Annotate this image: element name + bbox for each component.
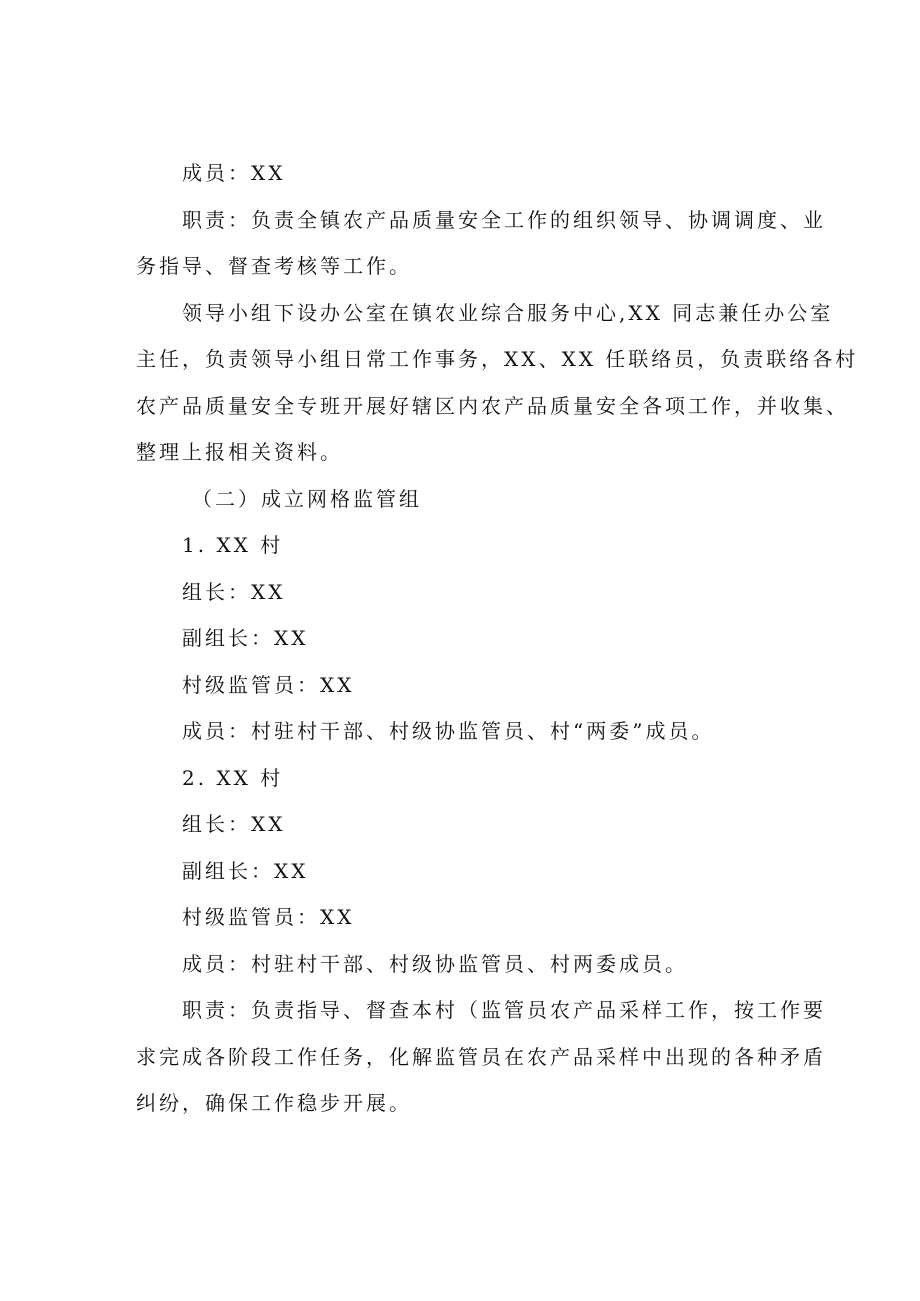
paragraph-office-line-1: 领导小组下设办公室在镇农业综合服务中心,XX 同志兼任办公室 — [182, 300, 834, 325]
village-1-heading: 1. XX 村 — [182, 533, 284, 557]
village-1-deputy-leader: 副组长：XX — [182, 626, 309, 650]
paragraph-office-line-3: 农产品质量安全专班开展好辖区内农产品质量安全各项工作，并收集、 — [136, 393, 849, 418]
village-1-members: 成员：村驻村干部、村级协监管员、村“两委”成员。 — [182, 719, 715, 743]
paragraph-village-duties-line-2: 求完成各阶段工作任务，化解监管员在农产品采样中出现的各种矛盾 — [136, 1044, 826, 1069]
village-1-supervisor: 村级监管员：XX — [182, 672, 355, 697]
village-2-deputy-leader: 副组长：XX — [182, 858, 309, 883]
document-body — [136, 150, 859, 1127]
section-heading-grid-group: （二）成立网格监管组 — [192, 486, 422, 511]
village-2-heading: 2. XX 村 — [182, 765, 284, 790]
paragraph-members: 成员：XX — [182, 161, 286, 185]
village-2-supervisor: 村级监管员：XX — [182, 905, 355, 929]
paragraph-office-line-4: 整理上报相关资料。 — [136, 440, 343, 464]
paragraph-office-line-2: 主任，负责领导小组日常工作事务，XX、XX 任联络员，负责联络各村 — [136, 347, 859, 371]
paragraph-village-duties-line-3: 纠纷，确保工作稳步开展。 — [136, 1091, 412, 1115]
paragraph-duties-line-2: 务指导、督查考核等工作。 — [136, 254, 412, 278]
village-1-leader: 组长：XX — [182, 579, 286, 604]
village-2-leader: 组长：XX — [182, 812, 286, 836]
paragraph-duties-line-1: 职责：负责全镇农产品质量安全工作的组织领导、协调调度、业 — [182, 207, 826, 232]
village-2-members: 成员：村驻村干部、村级协监管员、村两委成员。 — [182, 951, 688, 976]
paragraph-village-duties-line-1: 职责：负责指导、督查本村（监管员农产品采样工作，按工作要 — [182, 998, 826, 1022]
